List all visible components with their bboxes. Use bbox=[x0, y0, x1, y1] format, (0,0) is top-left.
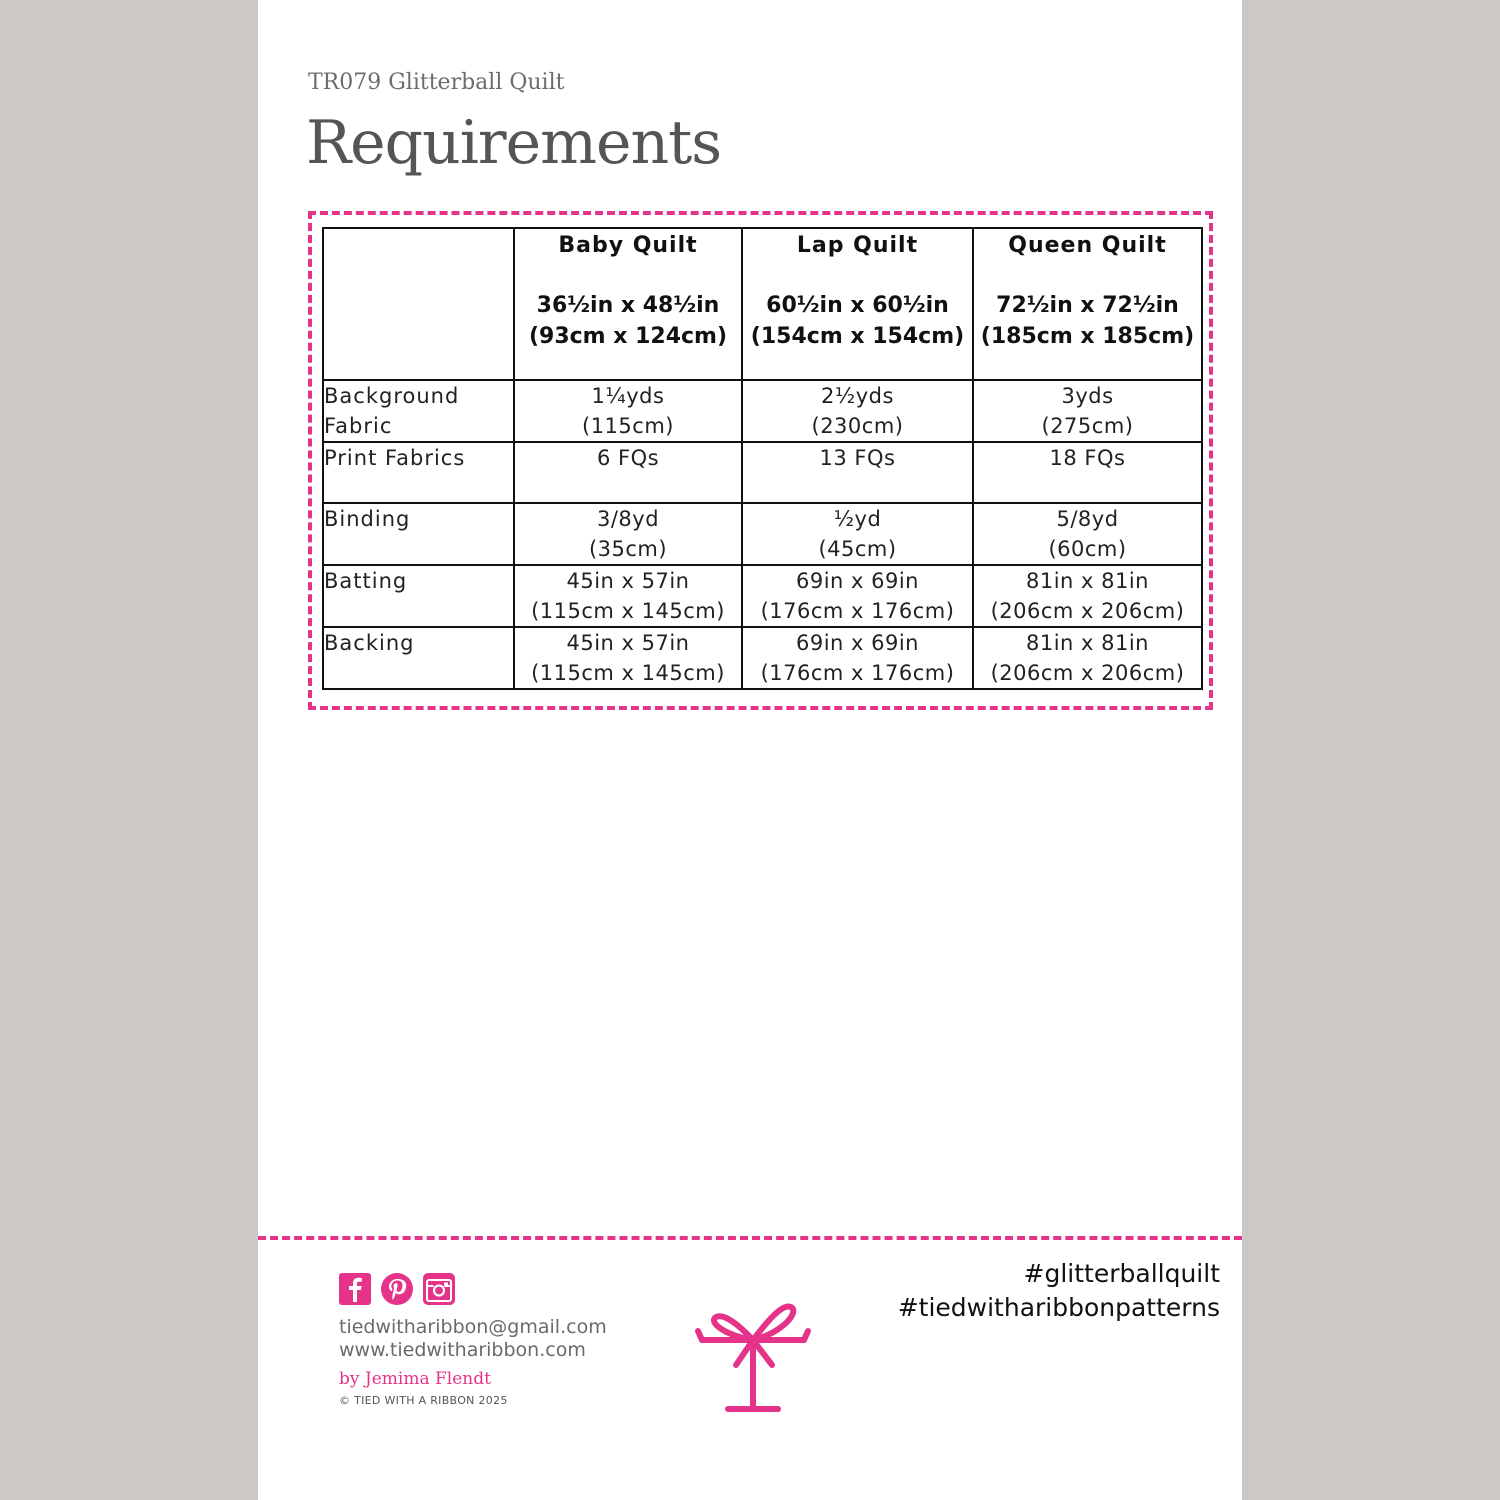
header-row bbox=[323, 228, 1202, 380]
copyright-text: © TIED WITH A RIBBON 2025 bbox=[339, 1394, 508, 1407]
cell-line: 3/8yd bbox=[596, 507, 660, 531]
cell-line: 69in x 69in bbox=[795, 569, 919, 593]
row-print-fabrics bbox=[323, 442, 1202, 503]
column-name: Queen Quilt bbox=[1008, 233, 1167, 258]
cell-line: 5/8yd bbox=[1056, 507, 1119, 531]
cell-line: 69in x 69in bbox=[795, 631, 919, 655]
row-label-line: Backing bbox=[324, 631, 415, 655]
column-header-queen bbox=[973, 228, 1202, 380]
column-size bbox=[515, 290, 741, 352]
size-cm: (93cm x 124cm) bbox=[528, 324, 728, 349]
row-label-line: Binding bbox=[324, 507, 411, 531]
pinterest-icon[interactable] bbox=[380, 1272, 414, 1306]
table-cell bbox=[973, 565, 1202, 627]
hashtag: #glitterballquilt bbox=[1023, 1259, 1220, 1288]
cell-line: (115cm) bbox=[582, 414, 674, 438]
size-inches: 72½in x 72½in bbox=[996, 293, 1179, 318]
cell-line: (176cm x 176cm) bbox=[760, 599, 955, 623]
corner-cell bbox=[323, 228, 514, 380]
table-cell bbox=[742, 565, 973, 627]
table-cell bbox=[514, 380, 742, 442]
hashtag: #tiedwitharibbonpatterns bbox=[897, 1293, 1220, 1322]
column-size bbox=[974, 290, 1201, 352]
row-label-line: Background bbox=[324, 384, 460, 408]
column-header-baby bbox=[514, 228, 742, 380]
cell-line: 81in x 81in bbox=[1025, 569, 1149, 593]
cell-line: 45in x 57in bbox=[566, 569, 690, 593]
requirements-frame bbox=[308, 211, 1213, 710]
row-background-fabric bbox=[323, 380, 1202, 442]
cell-line: (176cm x 176cm) bbox=[760, 661, 955, 685]
hashtags bbox=[898, 1257, 1220, 1325]
row-label bbox=[323, 565, 514, 627]
table-cell bbox=[742, 627, 973, 689]
column-size bbox=[743, 290, 972, 352]
size-inches: 60½in x 60½in bbox=[766, 293, 949, 318]
column-header-lap bbox=[742, 228, 973, 380]
column-name: Lap Quilt bbox=[796, 233, 919, 258]
size-cm: (185cm x 185cm) bbox=[980, 324, 1195, 349]
column-name: Baby Quilt bbox=[558, 233, 698, 258]
table-cell bbox=[742, 442, 973, 503]
cell-line: ½yd bbox=[833, 507, 882, 531]
table-cell bbox=[514, 627, 742, 689]
email-link[interactable]: tiedwitharibbon@gmail.com bbox=[339, 1316, 607, 1338]
website-link[interactable]: www.tiedwitharibbon.com bbox=[339, 1339, 586, 1361]
cell-line: 81in x 81in bbox=[1025, 631, 1149, 655]
table-cell bbox=[973, 380, 1202, 442]
table-cell bbox=[973, 503, 1202, 565]
size-inches: 36½in x 48½in bbox=[536, 293, 720, 318]
ribbon-gift-icon bbox=[694, 1295, 812, 1413]
cell-line: 1¼yds bbox=[591, 384, 665, 408]
instagram-icon[interactable] bbox=[422, 1272, 456, 1306]
cell-line: 18 FQs bbox=[1049, 446, 1126, 470]
cell-line: (115cm x 145cm) bbox=[531, 599, 725, 623]
cell-line: (230cm) bbox=[811, 414, 904, 438]
cell-line: 13 FQs bbox=[819, 446, 896, 470]
cell-line: (60cm) bbox=[1048, 537, 1127, 561]
footer-divider bbox=[258, 1236, 1242, 1240]
cell-line: 6 FQs bbox=[596, 446, 660, 470]
row-backing bbox=[323, 627, 1202, 689]
pattern-code: TR079 Glitterball Quilt bbox=[308, 70, 565, 95]
facebook-icon[interactable] bbox=[338, 1272, 372, 1306]
row-label bbox=[323, 627, 514, 689]
row-label bbox=[323, 442, 514, 503]
cell-line: (115cm x 145cm) bbox=[531, 661, 725, 685]
cell-line: (35cm) bbox=[588, 537, 668, 561]
row-label-line: Print Fabrics bbox=[324, 446, 466, 470]
row-label bbox=[323, 380, 514, 442]
cell-line: (45cm) bbox=[818, 537, 897, 561]
cell-line: (206cm x 206cm) bbox=[990, 599, 1185, 623]
table-cell bbox=[514, 565, 742, 627]
cell-line: 3yds bbox=[1061, 384, 1114, 408]
row-label-line: Batting bbox=[324, 569, 408, 593]
pattern-page bbox=[258, 0, 1242, 1500]
table-cell bbox=[514, 442, 742, 503]
cell-line: 2½yds bbox=[821, 384, 894, 408]
size-cm: (154cm x 154cm) bbox=[750, 324, 965, 349]
cell-line: 45in x 57in bbox=[566, 631, 690, 655]
cell-line: (275cm) bbox=[1041, 414, 1134, 438]
cell-line: (206cm x 206cm) bbox=[990, 661, 1185, 685]
row-binding bbox=[323, 503, 1202, 565]
row-label-line: Fabric bbox=[324, 414, 393, 438]
table-cell bbox=[973, 627, 1202, 689]
author-byline: by Jemima Flendt bbox=[339, 1369, 491, 1389]
table-cell bbox=[514, 503, 742, 565]
table-cell bbox=[742, 503, 973, 565]
table-cell bbox=[742, 380, 973, 442]
row-batting bbox=[323, 565, 1202, 627]
table-cell bbox=[973, 442, 1202, 503]
page-title: Requirements bbox=[306, 108, 722, 178]
social-links bbox=[338, 1272, 456, 1306]
requirements-table bbox=[322, 227, 1203, 690]
row-label bbox=[323, 503, 514, 565]
contact-info bbox=[339, 1316, 607, 1362]
